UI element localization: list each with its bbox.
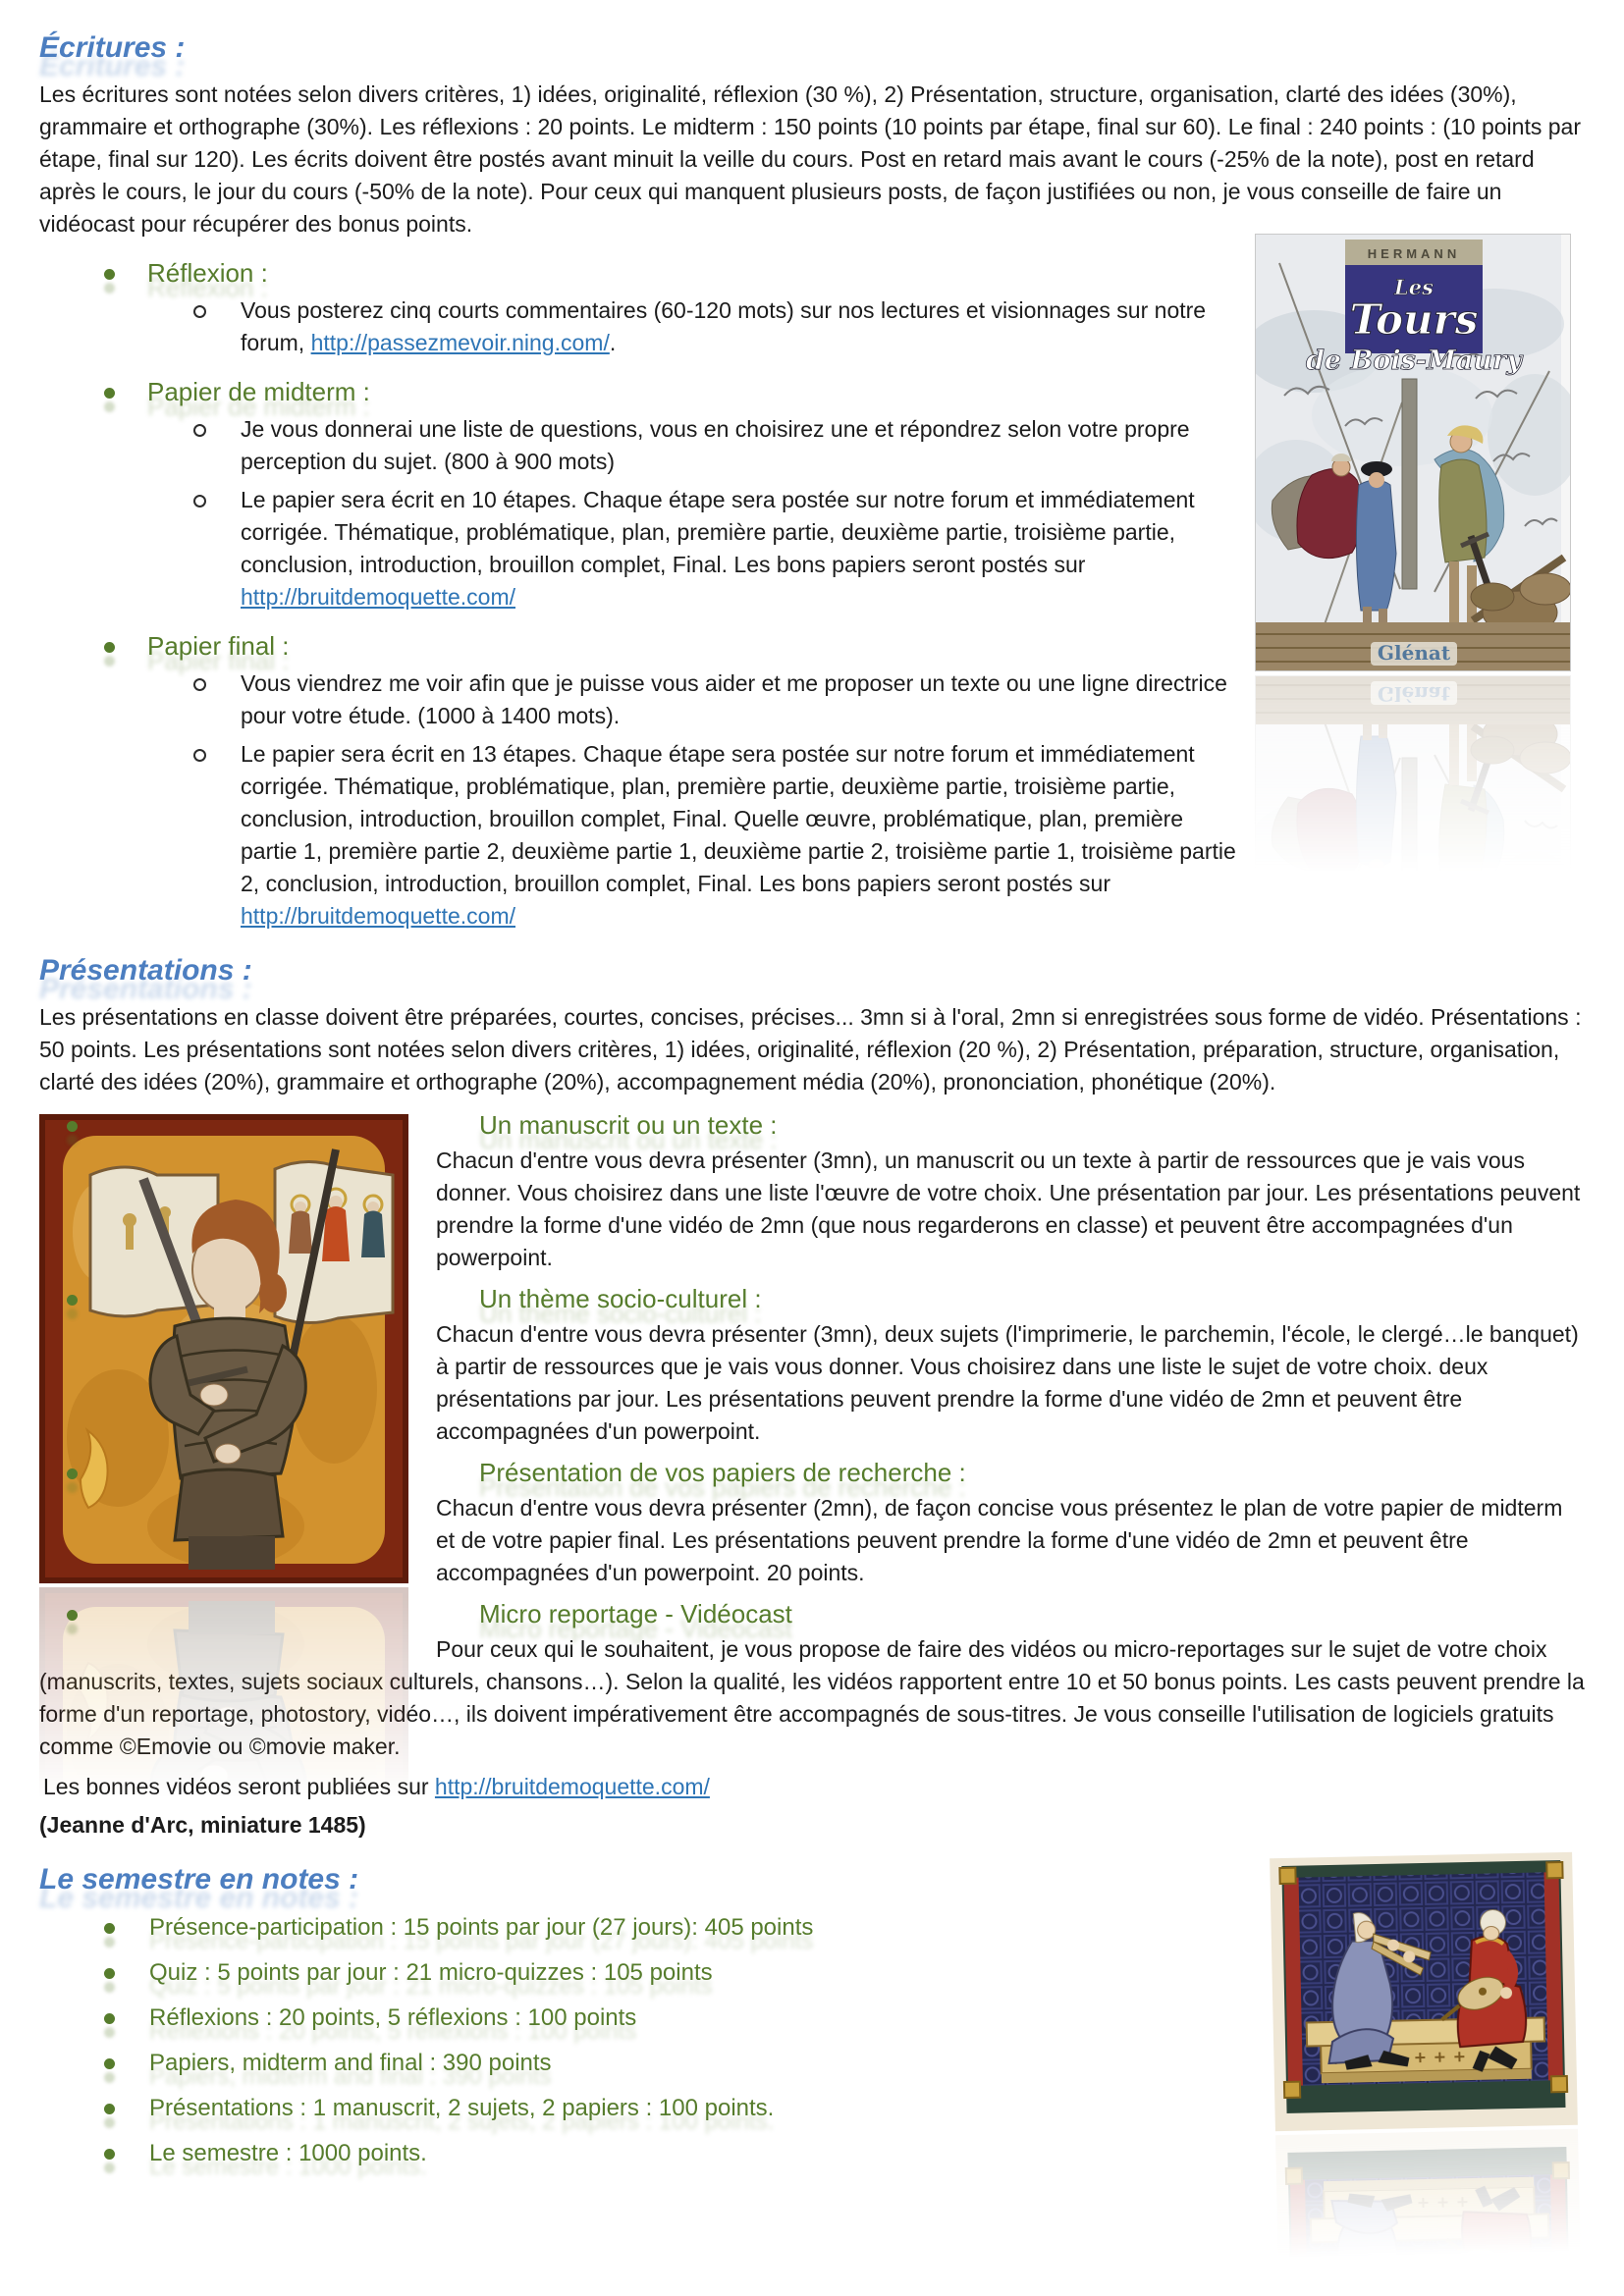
bullet-icon: [104, 1968, 115, 1979]
semester-item-quiz: Quiz : 5 points par jour : 21 micro-quizzes : 105 points: [39, 1956, 1585, 1989]
bullet-icon: [104, 269, 115, 280]
semester-item-presentations: Présentations : 1 manuscrit, 2 sujets, 2 papiers : 100 points.: [39, 2092, 1585, 2124]
list-item-papier-final: Papier final :: [39, 629, 1585, 664]
bullet-icon: [104, 388, 115, 399]
topic-theme-body: Chacun d'entre vous devra présenter (3mn), deux sujets (l'imprimerie, le parchemin, l'école, le clergé…le banquet) à partir de ressources que je vais vous donner. Vous choisirez dans une liste le sujet de votre choix. deux présentations par jour. Les présentations peuvent prendre la forme d'une vidéo de 2mn et peuvent être accompagnées d'un powerpoint.: [436, 1321, 1579, 1444]
list-subitem: Je vous donnerai une liste de questions, vous en choisirez une et répondrez selon votre propre perception du sujet. (800 à 900 mots): [39, 413, 1585, 478]
semester-item-papiers: Papiers, midterm and final : 390 points: [39, 2047, 1585, 2079]
jeanne-darc-caption: (Jeanne d'Arc, miniature 1485): [39, 1812, 366, 1838]
circle-bullet-icon: [193, 678, 206, 691]
semester-item-reflexions: Réflexions : 20 points, 5 réflexions : 100 points: [39, 2002, 1585, 2034]
bullet-icon: [104, 2058, 115, 2069]
list-subitem: Le papier sera écrit en 10 étapes. Chaque étape sera postée sur notre forum et immédiatement corrigée. Thématique, problématique, plan, première partie, deuxième partie, troisième partie, conclusion, introduction, brouillon complet, Final. Les bons papiers seront postés sur http://bruitdemoquette.com/: [39, 484, 1585, 614]
topic-papiers-recherche: Présentation de vos papiers de recherche :: [39, 1456, 1585, 1490]
comic-publisher-text: Glénat: [1377, 641, 1451, 665]
section-heading-presentations: Présentations :: [39, 954, 252, 987]
list-item-midterm: Papier de midterm :: [39, 375, 1585, 409]
circle-bullet-icon: [193, 305, 206, 318]
topic-micro-body: Pour ceux qui le souhaitent, je vous propose de faire des vidéos ou micro-reportages sur le sujet de votre choix (manuscrits, textes, sujets sociaux culturels, chansons…). Selon la qualité, les vidéos rapportent entre 10 et 50 bonus points. Les casts peuvent prendre la forme d'un reportage, photostory, vidéo…, ils doivent impérativement être accompagnés de sous-titres. Je vous conseille l'utilisation de logiciels gratuits comme ©Emovie ou ©movie maker.: [39, 1636, 1585, 1759]
bullet-icon: [67, 1121, 78, 1132]
topic-manuscrit: Un manuscrit ou un texte :: [39, 1108, 1585, 1143]
bullet-icon: [104, 2104, 115, 2114]
videos-published-line: Les bonnes vidéos seront publiées sur http://bruitdemoquette.com/: [43, 1774, 710, 1799]
bruitdemoquette-link[interactable]: http://bruitdemoquette.com/: [241, 903, 515, 929]
bullet-icon: [67, 1468, 78, 1479]
bullet-icon: [104, 2149, 115, 2160]
bullet-icon: [104, 1923, 115, 1934]
topic-manuscrit-body: Chacun d'entre vous devra présenter (3mn), un manuscrit ou un texte à partir de ressources que je vais vous donner. Vous choisirez dans une liste l'œuvre de votre choix. Une présentation par jour. Les présentations peuvent prendre la forme d'une vidéo de 2mn (que nous regarderons en classe) et peuvent être accompagnées d'un powerpoint.: [436, 1148, 1581, 1270]
list-subitem: Vous viendrez me voir afin que je puisse vous aider et me proposer un texte ou une ligne directrice pour votre étude. (1000 à 1400 mots).: [39, 667, 1585, 732]
forum-link[interactable]: http://passezmevoir.ning.com/: [310, 330, 610, 355]
section-heading-semestre: Le semestre en notes :: [39, 1863, 359, 1896]
bruitdemoquette-link[interactable]: http://bruitdemoquette.com/: [241, 584, 515, 610]
circle-bullet-icon: [193, 749, 206, 762]
jeanne-darc-figure: [39, 1114, 410, 1649]
comic-author-text: HERMANN: [1367, 246, 1461, 261]
bullet-icon: [104, 2013, 115, 2024]
topic-micro-reportage: Micro reportage - Vidéocast: [39, 1597, 1585, 1631]
bullet-icon: [67, 1295, 78, 1306]
comic-title-line3: de Bois-Maury: [1306, 346, 1522, 376]
comic-title-line1: Les: [1394, 275, 1434, 299]
bruitdemoquette-link[interactable]: http://bruitdemoquette.com/: [434, 1774, 710, 1799]
topic-theme-socio-culturel: Un thème socio-culturel :: [39, 1282, 1585, 1316]
circle-bullet-icon: [193, 424, 206, 437]
jeanne-darc-image: [39, 1114, 410, 1583]
topic-papiers-body: Chacun d'entre vous devra présenter (2mn), de façon concise vous présentez le plan de votre papier de midterm et de votre papier final. Les présentations peuvent prendre la forme d'une vidéo de 2mn et peuvent être accompagnées d'un powerpoint. 20 points.: [436, 1495, 1563, 1585]
list-subitem: Vous posterez cinq courts commentaires (60-120 mots) sur nos lectures et visionnages sur notre forum, http://passezmevoir.ning.com/.: [39, 294, 1585, 359]
bullet-icon: [104, 642, 115, 653]
musicians-figure: [1270, 1852, 1578, 2131]
semester-item-presence: Présence-participation : 15 points par jour (27 jours): 405 points: [39, 1911, 1585, 1944]
musicians-image: [1270, 1852, 1578, 2131]
semester-item-total: Le semestre : 1000 points.: [39, 2137, 1585, 2169]
comic-title-line2: Tours: [1349, 295, 1479, 344]
ecritures-intro-paragraph: Les écritures sont notées selon divers critères, 1) idées, originalité, réflexion (30 %), 2) Présentation, structure, organisation, clarté des idées (30%), grammaire et orthographe (30%). Les réflexions : 20 points. Le midterm : 150 points (10 points par étape, final sur 60). Le final : 240 points : (10 points par étape, final sur 120). Les écrits doivent être postés avant minuit la veille du cours. Post en retard mais avant le cours (-25% de la note), post en retard après le cours, le jour du cours (-50% de la note). Pour ceux qui manquent plusieurs posts, de façon justifiées ou non, je vous conseille de faire un vidéocast pour récupérer des bonus points.: [39, 81, 1581, 237]
presentations-intro-paragraph: Les présentations en classe doivent être préparées, courtes, concises, précises... 3mn si à l'oral, 2mn si enregistrées sous forme de vidéo. Présentations : 50 points. Les présentations sont notées selon divers critères, 1) idées, originalité, réflexion (20 %), 2) Présentation, préparation, structure, organisation, clarté des idées (20%), grammaire et orthographe (20%), accompagnement média (20%), prononciation, phonétique (20%).: [39, 1004, 1582, 1095]
list-item-reflexion: Réflexion :: [39, 256, 1585, 291]
bullet-icon: [67, 1610, 78, 1621]
circle-bullet-icon: [193, 495, 206, 507]
list-subitem: Le papier sera écrit en 13 étapes. Chaque étape sera postée sur notre forum et immédiatement corrigée. Thématique, problématique, plan, première partie, deuxième partie, troisième partie, conclusion, introduction, brouillon complet, Final. Quelle œuvre, problématique, plan, première partie 1, première partie 2, deuxième partie 1, deuxième partie 2, troisième partie 1, troisième partie 2, conclusion, introduction, brouillon complet, Final. Les bons papiers seront postés sur http://bruitdemoquette.com/: [39, 738, 1585, 933]
section-heading-ecritures: Écritures :: [39, 31, 186, 64]
